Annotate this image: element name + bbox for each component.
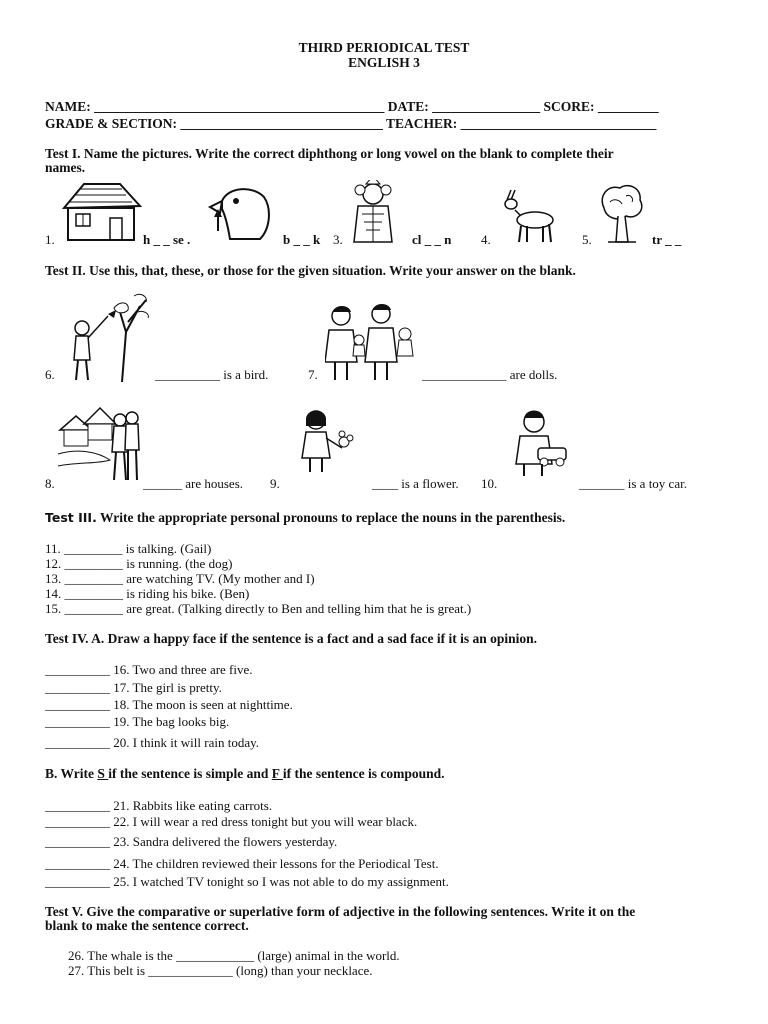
- test3-instruction: [45, 510, 565, 526]
- name-date-score-line: NAME: ___________________________________________ DATE: ________________ SCORE: _________: [45, 99, 659, 114]
- item-23: __________ 23. Sandra delivered the flowers yesterday.: [45, 834, 338, 849]
- item-3-number: 3.: [333, 232, 343, 247]
- grade-teacher-line: GRADE & SECTION: ______________________________ TEACHER: _____________________________: [45, 116, 657, 131]
- girls-dolls-picture: [325, 302, 419, 382]
- item-27: 27. This belt is _____________ (long) than your necklace.: [68, 963, 373, 978]
- item-14: 14. _________ is riding his bike. (Ben): [45, 586, 250, 601]
- test5-instruction: Test V. Give the comparative or superlative form of adjective in the following sentences. Write it on the: [45, 904, 636, 919]
- item-18: __________ 18. The moon is seen at nighttime.: [45, 697, 293, 712]
- boys-houses-picture: [58, 404, 140, 482]
- page-subtitle: ENGLISH 3: [348, 55, 420, 70]
- item-12: 12. _________ is running. (the dog): [45, 556, 233, 571]
- item-5-word: tr _ _: [652, 232, 682, 247]
- item-6-number: 6.: [45, 367, 55, 382]
- item-24: __________ 24. The children reviewed their lessons for the Periodical Test.: [45, 856, 439, 871]
- item-17: __________ 17. The girl is pretty.: [45, 680, 222, 695]
- item-21: __________ 21. Rabbits like eating carrots.: [45, 798, 273, 813]
- item-13: 13. _________ are watching TV. (My mother and I): [45, 571, 315, 586]
- item-19: __________ 19. The bag looks big.: [45, 714, 230, 729]
- test2-instruction: Test II. Use this, that, these, or those for the given situation. Write your answer on the blank.: [45, 263, 576, 278]
- item-8-number: 8.: [45, 476, 55, 491]
- item-3-word: cl _ _ n: [412, 232, 452, 247]
- tree-picture: [598, 182, 646, 244]
- item-25: __________ 25. I watched TV tonight so I was not able to do my assignment.: [45, 874, 449, 889]
- item-4-number: 4.: [481, 232, 491, 247]
- partb-pre: B. Write: [45, 766, 98, 781]
- item-6-text: __________ is a bird.: [155, 367, 269, 382]
- item-10-number: 10.: [481, 476, 498, 491]
- clown-picture: [348, 180, 398, 246]
- partb-f: F: [271, 766, 283, 781]
- item-1-word: h _ _ se .: [143, 232, 191, 247]
- boy-bird-tree-picture: [68, 292, 152, 382]
- item-10-text: _______ is a toy car.: [579, 476, 687, 491]
- partb-post: if the sentence is compound.: [282, 766, 445, 781]
- item-2-word: b _ _ k: [283, 232, 321, 247]
- item-11: 11. _________ is talking. (Gail): [45, 541, 212, 556]
- goat-picture: [503, 188, 557, 244]
- item-7-number: 7.: [308, 367, 318, 382]
- item-22: __________ 22. I will wear a red dress tonight but you will wear black.: [45, 814, 418, 829]
- test3-instruction-text: Write the appropriate personal pronouns to replace the nouns in the parenthesis.: [96, 510, 566, 525]
- item-8-text: ______ are houses.: [143, 476, 244, 491]
- partb-s: S: [97, 766, 109, 781]
- item-16: __________ 16. Two and three are five.: [45, 662, 253, 677]
- house-picture: [62, 178, 142, 244]
- item-26: 26. The whale is the ____________ (large) animal in the world.: [68, 948, 400, 963]
- test1-instruction-cont: names.: [45, 160, 86, 175]
- test3-label: Test III.: [45, 510, 97, 525]
- boy-toy-car-picture: [508, 408, 572, 478]
- girl-flower-picture: [298, 408, 356, 474]
- item-9-text: ____ is a flower.: [372, 476, 459, 491]
- test5-instruction-cont: blank to make the sentence correct.: [45, 918, 249, 933]
- page-title: THIRD PERIODICAL TEST: [298, 40, 470, 55]
- item-9-number: 9.: [270, 476, 280, 491]
- item-15: 15. _________ are great. (Talking directly to Ben and telling him that he is great.): [45, 601, 472, 616]
- item-1-number: 1.: [45, 232, 55, 247]
- test1-instruction: Test I. Name the pictures. Write the correct diphthong or long vowel on the blank to complete their: [45, 146, 614, 161]
- test4-partb-instruction: [45, 766, 445, 782]
- item-5-number: 5.: [582, 232, 592, 247]
- item-7-text: _____________ are dolls.: [422, 367, 558, 382]
- partb-mid: if the sentence is simple and: [108, 766, 272, 781]
- item-20: __________ 20. I think it will rain today.: [45, 735, 259, 750]
- bird-head-picture: [208, 183, 272, 243]
- test4-instruction: Test IV. A. Draw a happy face if the sentence is a fact and a sad face if it is an opinion.: [45, 631, 538, 646]
